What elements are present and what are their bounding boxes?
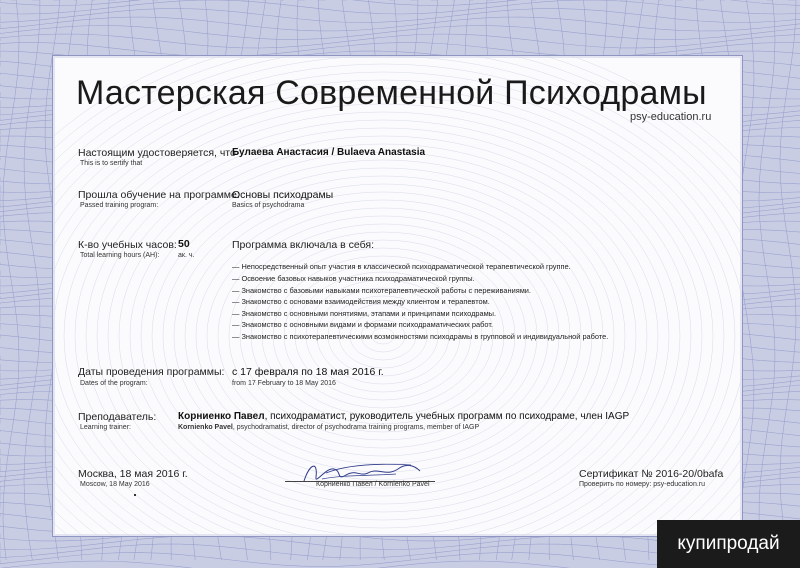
hours-label: К-во учебных часов: <box>78 239 177 251</box>
hours-label-en: Total learning hours (AH): <box>80 252 160 259</box>
contents-item: — Освоение базовых навыков участника психодраматической группы. <box>232 274 475 283</box>
trainer-name: Корниенко Павел <box>178 411 265 422</box>
recipient-name: Булаева Анастасия / Bulaeva Anastasia <box>232 147 426 158</box>
trainer-line <box>178 411 629 422</box>
guilloche-wave <box>0 9 800 23</box>
contents-item: — Знакомство с базовыми навыками психотерапевтической работы с переживаниями. <box>232 286 531 295</box>
guilloche-wave <box>780 0 796 560</box>
hours-value: 50 <box>178 238 190 250</box>
dot-mark <box>134 494 136 496</box>
dates-value-en: from 17 February to 18 May 2016 <box>232 380 336 387</box>
guilloche-wave <box>0 26 800 40</box>
certificate-number: Сертификат № 2016-20/0bafa <box>579 468 724 480</box>
watermark-badge: купипродай <box>657 520 800 568</box>
program-label: Прошла обучение на программе: <box>78 189 240 201</box>
contents-item: — Знакомство с основными видами и формами психодраматических работ. <box>232 320 493 329</box>
issue-place-date: Москва, 18 мая 2016 г. <box>78 468 188 480</box>
contents-item: — Знакомство с психотерапевтическими возможностями психодрамы в групповой и индивидуальной работе. <box>232 332 609 341</box>
certify-label-en: This is to sertify that <box>80 160 143 167</box>
certificate-title: Мастерская Современной Психодрамы <box>76 74 707 112</box>
trainer-line-en <box>178 424 479 431</box>
guilloche-wave <box>24 0 40 560</box>
trainer-label-en: Learning trainer: <box>80 424 131 431</box>
program-value: Основы психодрамы <box>232 189 334 201</box>
program-label-en: Passed training program: <box>80 202 159 209</box>
trainer-desc: , психодраматист, руководитель учебных программ по психодраме, член IAGP <box>264 411 630 422</box>
guilloche-wave <box>0 34 800 48</box>
verify-note: Проверить по номеру: psy-education.ru <box>579 481 705 488</box>
signer-name: Корниенко Павел / Kornienko Pavel <box>316 481 430 488</box>
trainer-label: Преподаватель: <box>78 411 157 423</box>
trainer-name-en: Kornienko Pavel <box>178 424 233 431</box>
guilloche-wave <box>0 0 800 6</box>
site-address: psy-education.ru <box>630 111 712 123</box>
hours-unit: ак. ч. <box>178 252 195 259</box>
trainer-desc-en: , psychodramatist, director of psychodrama training programs, member of IAGP <box>232 424 480 431</box>
certify-label: Настоящим удостоверяется, что <box>78 147 236 159</box>
issue-place-date-en: Moscow, 18 May 2016 <box>80 481 150 488</box>
dates-value: с 17 февраля по 18 мая 2016 г. <box>232 366 384 378</box>
contents-item: — Непосредственный опыт участия в классической психодраматической терапевтической группе. <box>232 262 571 271</box>
contents-item: — Знакомство с основами взаимодействия между клиентом и терапевтом. <box>232 297 490 306</box>
contents-item: — Знакомство с основными понятиями, этапами и принципами психодрамы. <box>232 309 497 318</box>
guilloche-wave <box>3 0 19 560</box>
dates-label: Даты проведения программы: <box>78 366 225 378</box>
program-value-en: Basics of psychodrama <box>232 202 305 209</box>
dates-label-en: Dates of the program: <box>80 380 148 387</box>
contents-heading: Программа включала в себя: <box>232 239 375 251</box>
